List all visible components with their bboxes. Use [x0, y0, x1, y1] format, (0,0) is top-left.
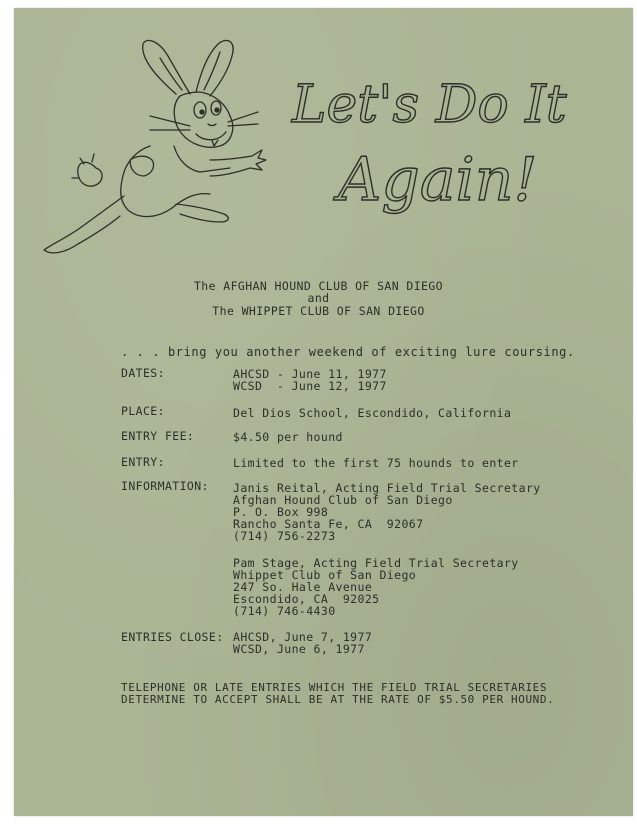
headline-line2: Again!: [338, 145, 538, 215]
entry-fee-label: ENTRY FEE:: [121, 429, 195, 443]
footer-line1: TELEPHONE OR LATE ENTRIES WHICH THE FIELD TRIAL SECRETARIES: [121, 681, 548, 694]
contact2-city: Escondido, CA 92025: [233, 592, 380, 606]
contact2-street: 247 So. Hale Avenue: [233, 580, 373, 594]
header-club2: The WHIPPET CLUB OF SAN DIEGO: [212, 304, 425, 318]
contact1-box: P. O. Box 998: [233, 505, 329, 519]
contact1-club: Afghan Hound Club of San Diego: [233, 493, 453, 507]
headline-lettering: [0, 0, 637, 260]
headline-line1: Let's Do It: [292, 75, 567, 135]
entries-close-line1: AHCSD, June 7, 1977: [233, 630, 373, 644]
entries-close-label: ENTRIES CLOSE:: [121, 630, 224, 644]
contact1-city: Rancho Santa Fe, CA 92067: [233, 517, 424, 531]
place-label: PLACE:: [121, 404, 165, 418]
contact2-phone: (714) 746-4430: [233, 604, 336, 618]
place-value: Del Dios School, Escondido, California: [233, 406, 512, 420]
entry-value: Limited to the first 75 hounds to enter: [233, 456, 519, 470]
dates-line1: AHCSD - June 11, 1977: [233, 367, 387, 381]
information-label: INFORMATION:: [121, 479, 209, 493]
dates-line2: WCSD - June 12, 1977: [233, 379, 387, 393]
entries-close-line2: WCSD, June 6, 1977: [233, 642, 365, 656]
contact1-name: Janis Reital, Acting Field Trial Secretary: [233, 481, 541, 495]
header-club1: The AFGHAN HOUND CLUB OF SAN DIEGO: [193, 279, 443, 293]
contact1-phone: (714) 756-2273: [233, 529, 336, 543]
footer-line2: DETERMINE TO ACCEPT SHALL BE AT THE RATE OF $5.50 PER HOUND.: [121, 693, 555, 706]
header-and: and: [307, 291, 330, 305]
contact2-name: Pam Stage, Acting Field Trial Secretary: [233, 556, 519, 570]
entry-label: ENTRY:: [121, 455, 165, 469]
dates-label: DATES:: [121, 366, 165, 380]
contact2-club: Whippet Club of San Diego: [233, 568, 417, 582]
entry-fee-value: $4.50 per hound: [233, 430, 343, 444]
intro-text: . . . bring you another weekend of exciting lure coursing.: [121, 345, 575, 359]
